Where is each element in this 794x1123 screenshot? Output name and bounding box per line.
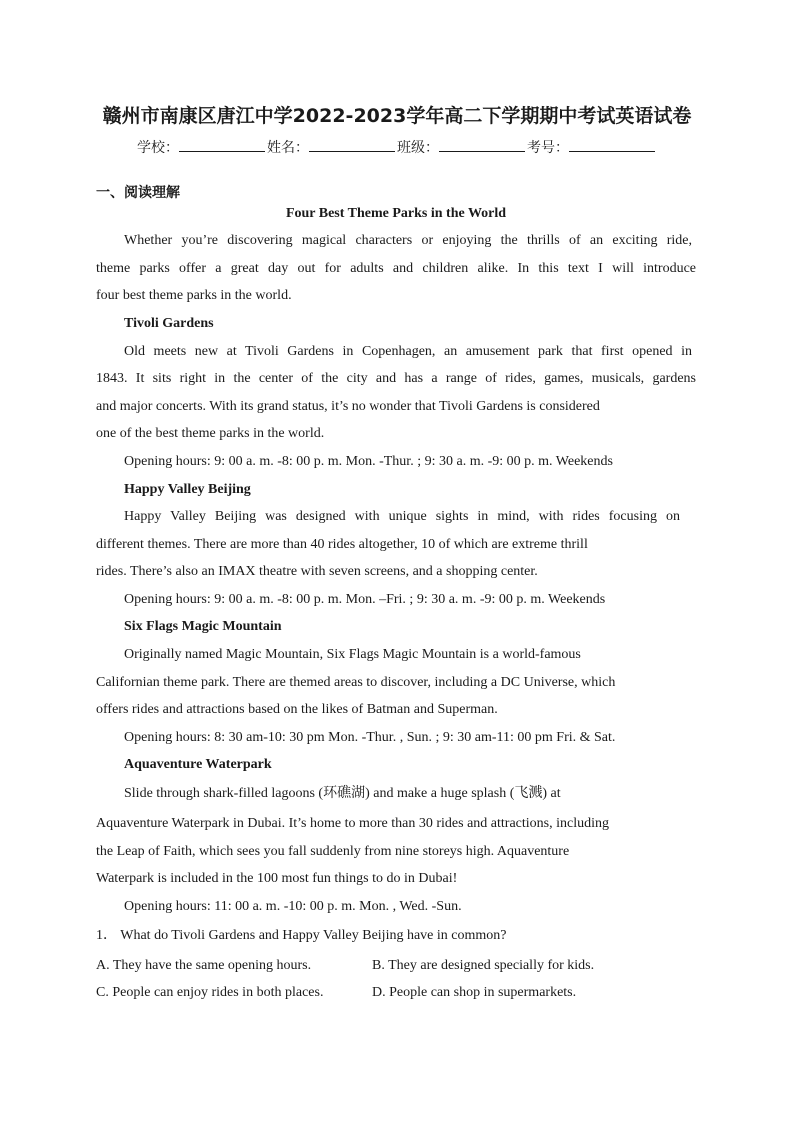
exam-number-label: 考号： (527, 140, 569, 156)
park-text-line: Californian theme park. There are themed areas to discover, including a DC Universe, which (96, 675, 616, 690)
section-heading: 一、阅读理解 (96, 185, 180, 201)
park-heading: Tivoli Gardens (124, 316, 214, 331)
park-text-line: 1843. It sits right in the center of the city and has a range of rides, games, musicals, gardens (96, 371, 696, 386)
intro-line: Whether you’re discovering magical characters or enjoying the thrills of an exciting ride, (124, 233, 692, 248)
park-text-line: rides. There’s also an IMAX theatre with seven screens, and a shopping center. (96, 564, 538, 579)
option-c[interactable]: C. People can enjoy rides in both places. (96, 985, 324, 1000)
class-label: 班级： (397, 140, 439, 156)
page-title: 赣州市南康区唐江中学2022-2023学年高二下学期期中考试英语试卷 (102, 105, 692, 127)
park-text-line: one of the best theme parks in the world. (96, 426, 325, 441)
exam-number-blank[interactable] (569, 137, 655, 152)
park-text-line: and major concerts. With its grand status, it’s no wonder that Tivoli Gardens is considered (96, 399, 600, 414)
park-hours: Opening hours: 9: 00 a. m. -8: 00 p. m. Mon. -Thur. ; 9: 30 a. m. -9: 00 p. m. Weekends (124, 454, 613, 469)
park-text-line: Happy Valley Beijing was designed with unique sights in mind, with rides focusing on (124, 509, 680, 524)
park-text-line: Waterpark is included in the 100 most fun things to do in Dubai! (96, 871, 458, 886)
park-heading: Happy Valley Beijing (124, 482, 251, 497)
park-hours: Opening hours: 11: 00 a. m. -10: 00 p. m. Mon. , Wed. -Sun. (124, 899, 462, 914)
passage-title: Four Best Theme Parks in the World (285, 206, 507, 221)
student-info-line (0, 137, 794, 157)
park-text-line: Old meets new at Tivoli Gardens in Copenhagen, an amusement park that first opened in (124, 344, 692, 359)
park-text-line: offers rides and attractions based on the likes of Batman and Superman. (96, 702, 498, 717)
name-label: 姓名： (267, 140, 309, 156)
option-b[interactable]: B. They are designed specially for kids. (372, 958, 595, 973)
park-heading: Aquaventure Waterpark (124, 757, 272, 772)
park-text-line: Originally named Magic Mountain, Six Flags Magic Mountain is a world-famous (124, 647, 581, 662)
park-hours: Opening hours: 8: 30 am-10: 30 pm Mon. -Thur. , Sun. ; 9: 30 am-11: 00 pm Fri. & Sat. (124, 730, 616, 745)
park-text-line: Slide through shark-filled lagoons (环礁湖) and make a huge splash (飞溅) at (124, 786, 561, 801)
name-blank[interactable] (309, 137, 395, 152)
intro-line: four best theme parks in the world. (96, 288, 292, 303)
school-blank[interactable] (179, 137, 265, 152)
park-hours: Opening hours: 9: 00 a. m. -8: 00 p. m. Mon. –Fri. ; 9: 30 a. m. -9: 00 p. m. Weekends (124, 592, 606, 607)
option-d[interactable]: D. People can shop in supermarkets. (372, 985, 577, 1000)
park-text-line: different themes. There are more than 40 rides altogether, 10 of which are extreme thrill (96, 537, 588, 552)
class-blank[interactable] (439, 137, 525, 152)
intro-line: theme parks offer a great day out for adults and children alike. In this text I will introduce (96, 261, 696, 276)
park-text-line: Aquaventure Waterpark in Dubai. It’s home to more than 30 rides and attractions, including (96, 816, 609, 831)
park-text-line: the Leap of Faith, which sees you fall suddenly from nine storeys high. Aquaventure (96, 844, 570, 859)
school-label: 学校： (137, 140, 179, 156)
question-stem: 1． What do Tivoli Gardens and Happy Valley Beijing have in common? (96, 928, 507, 943)
park-heading: Six Flags Magic Mountain (124, 619, 282, 634)
option-a[interactable]: A. They have the same opening hours. (96, 958, 312, 973)
